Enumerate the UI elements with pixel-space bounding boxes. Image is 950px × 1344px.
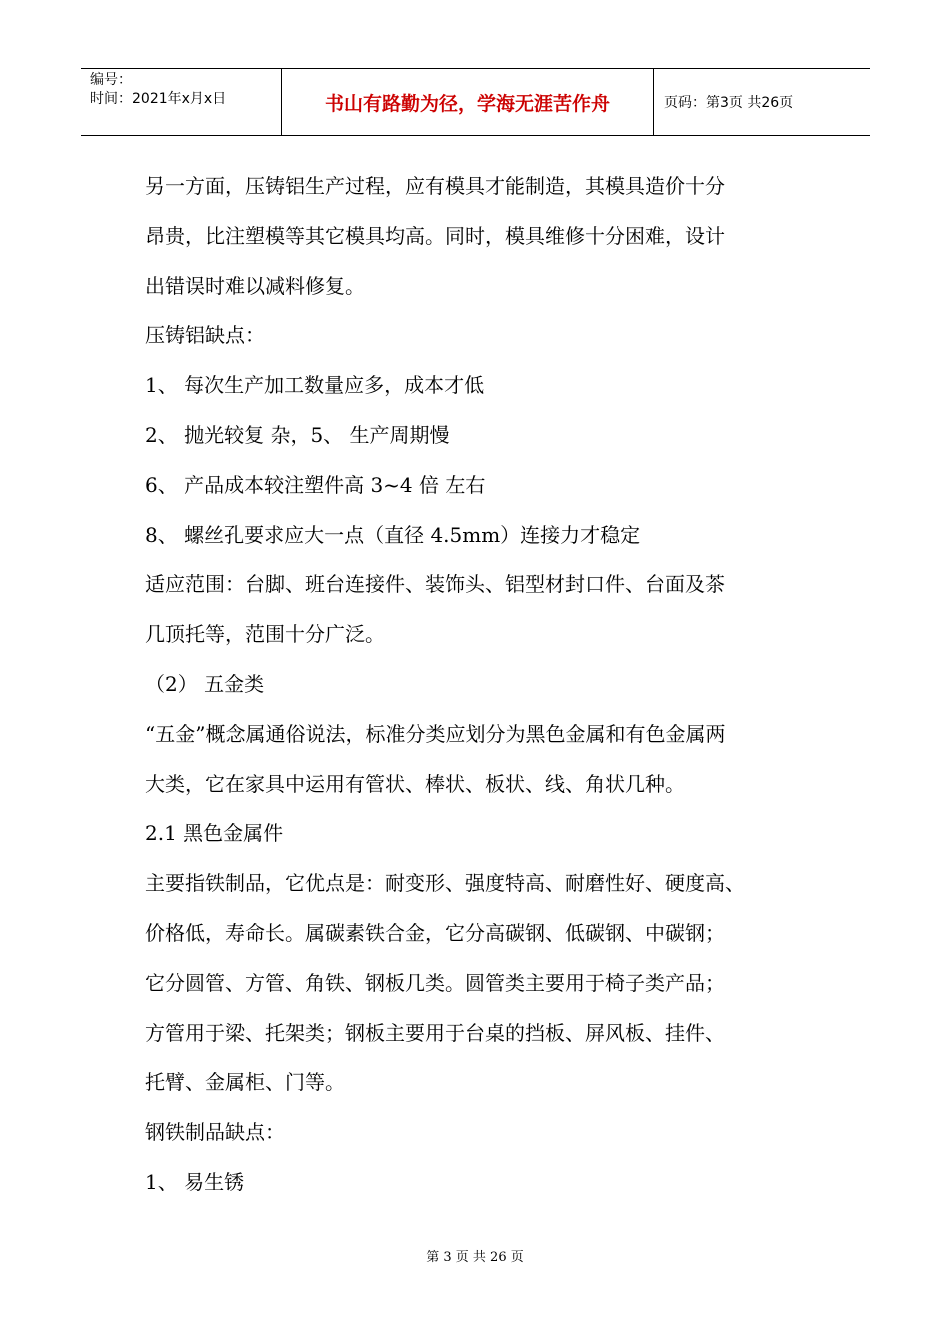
body-line: 主要指铁制品，它优点是：耐变形、强度特高、耐磨性好、硬度高、: [145, 871, 745, 896]
page-footer: [0, 1246, 950, 1265]
document-body: [145, 162, 825, 1208]
list-item: 1、 每次生产加工数量应多，成本才低: [145, 373, 485, 398]
body-line: 它分圆管、方管、角铁、钢板几类。圆管类主要用于椅子类产品；: [145, 970, 725, 995]
body-line: 另一方面，压铸铝生产过程，应有模具才能制造，其模具造价十分: [145, 174, 725, 198]
page-label: 页码：第3页 共26页: [664, 95, 794, 111]
header-page-cell: [654, 69, 870, 135]
body-line: 几顶托等，范围十分广泛。: [145, 622, 385, 647]
section-heading: （2） 五金类: [145, 671, 265, 696]
body-line: 方管用于梁、托架类；钢板主要用于台桌的挡板、屏风板、挂件、: [145, 1020, 725, 1045]
body-line: 价格低，寿命长。属碳素铁合金，它分高碳钢、低碳钢、中碳钢；: [145, 920, 725, 945]
body-line: 出错误时难以减料修复。: [145, 273, 365, 298]
footer-page-number: 第 3 页 共 26 页: [426, 1250, 524, 1265]
page-header: [81, 68, 870, 136]
body-line: 适应范围：台脚、班台连接件、装饰头、铝型材封口件、台面及茶: [145, 572, 725, 597]
body-line: 大类，它在家具中运用有管状、棒状、板状、线、角状几种。: [145, 771, 685, 796]
list-item: 2、 抛光较复 杂，5、 生产周期慢: [145, 422, 450, 447]
list-item: 1、 易生锈: [145, 1169, 245, 1194]
list-item: 8、 螺丝孔要求应大一点（直径 4.5mm）连接力才稳定: [145, 522, 641, 547]
body-line: “五金”概念属通俗说法，标准分类应划分为黑色金属和有色金属两: [145, 721, 726, 746]
section-heading: 2.1 黑色金属件: [145, 821, 284, 846]
section-heading: 钢铁制品缺点：: [145, 1120, 285, 1145]
section-heading: 压铸铝缺点：: [145, 323, 265, 348]
body-line: 昂贵，比注塑模等其它模具均高。同时，模具维修十分困难，设计: [145, 223, 725, 248]
header-motto-cell: [282, 69, 654, 135]
time-label: 时间：2021年x月x日: [90, 91, 227, 107]
number-label: 编号：: [90, 72, 132, 88]
header-meta-cell: [81, 69, 282, 135]
body-line: 托臂、金属柜、门等。: [145, 1070, 345, 1095]
motto-text: 书山有路勤为径，学海无涯苦作舟: [324, 92, 610, 115]
list-item: 6、 产品成本较注塑件高 3~4 倍 左右: [145, 472, 486, 497]
